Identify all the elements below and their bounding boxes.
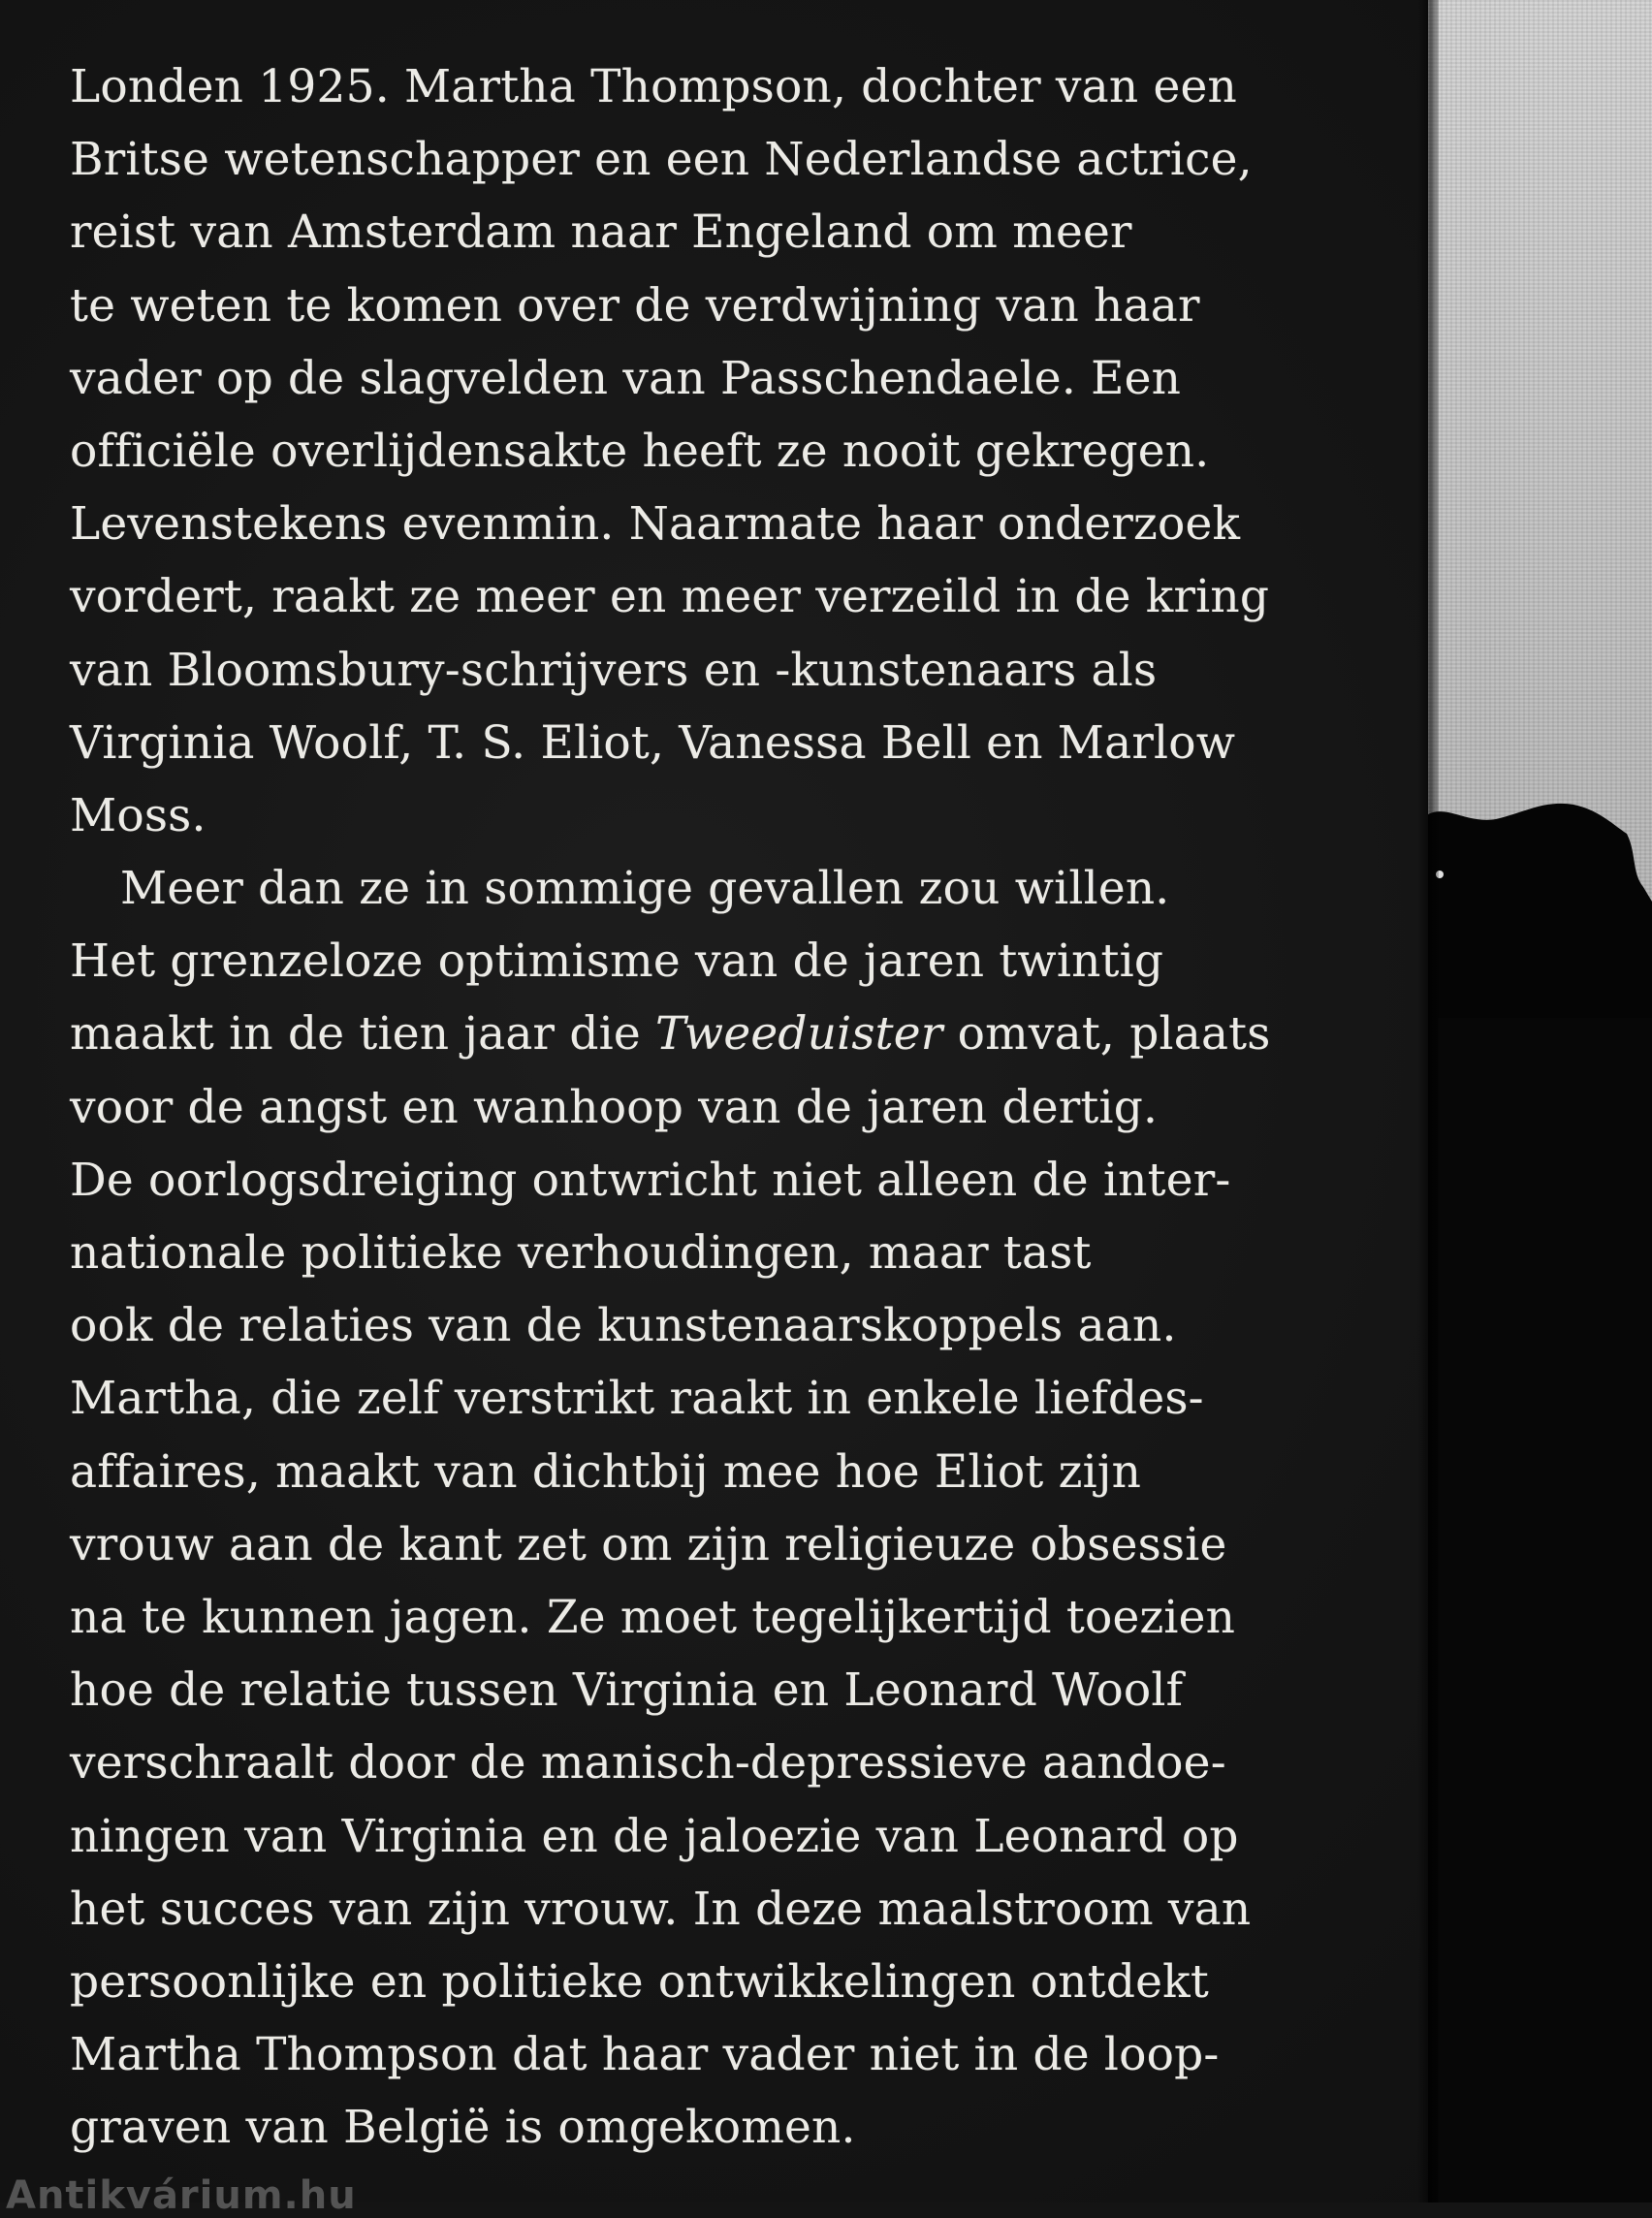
text-line: Martha Thompson dat haar vader niet in de loop-: [70, 2028, 1220, 2082]
text-line: te weten te komen over de verdwijning van haar: [70, 278, 1200, 333]
text-line: affaires, maakt van dichtbij mee hoe Eliot zijn: [70, 1444, 1142, 1499]
text-line-with-title: [70, 998, 1271, 1070]
text-line: vrouw aan de kant zet om zijn religieuze obsessie: [70, 1517, 1227, 1571]
text-line: officiële overlijdensakte heeft ze nooit gekregen.: [70, 424, 1210, 478]
text-line: na te kunnen jagen. Ze moet tegelijkertijd toezien: [70, 1590, 1236, 1644]
text-line: ook de relaties van de kunstenaarskoppels aan.: [70, 1299, 1177, 1353]
text-line: De oorlogsdreiging ontwricht niet alleen de inter-: [70, 1153, 1231, 1207]
text-line: reist van Amsterdam naar Engeland om meer: [70, 206, 1132, 260]
text-line: Britse wetenschapper en een Nederlandse actrice,: [70, 133, 1253, 187]
text-line: vader op de slagvelden van Passchendaele. Een: [70, 351, 1182, 405]
text-line: Virginia Woolf, T. S. Eliot, Vanessa Bell en Marlow: [70, 715, 1236, 770]
text-line: Levenstekens evenmin. Naarmate haar onderzoek: [70, 497, 1241, 552]
text-line: Londen 1925. Martha Thompson, dochter van een: [70, 60, 1238, 113]
text-line: graven van België is omgekomen.: [70, 2101, 856, 2155]
blurb-text: [70, 50, 1271, 2164]
text-line: verschraalt door de manisch-depressieve aandoe-: [70, 1736, 1226, 1790]
text-run: omvat, plaats: [942, 1007, 1271, 1061]
text-line: nationale politieke verhoudingen, maar tast: [70, 1226, 1092, 1280]
text-line: voor de angst en wanhoop van de jaren dertig.: [70, 1080, 1159, 1134]
text-line: het succes van zijn vrouw. In deze maalstroom van: [70, 1882, 1252, 1936]
text-line: Moss.: [70, 788, 206, 842]
text-line: ningen van Virginia en de jaloezie van Leonard op: [70, 1809, 1239, 1863]
book-title-italic: Tweeduister: [655, 1007, 943, 1061]
blurb-paragraph-1: [70, 50, 1270, 852]
text-line: Het grenzeloze optimisme van de jaren twintig: [70, 935, 1164, 989]
blurb-paragraph-2: [70, 852, 1271, 2164]
photo-silhouette: [1428, 0, 1652, 2202]
text-line: Meer dan ze in sommige gevallen zou willen.: [120, 862, 1170, 916]
text-line: persoonlijke en politieke ontwikkelingen ontdekt: [70, 1954, 1209, 2009]
text-line: Martha, die zelf verstrikt raakt in enkele liefdes-: [70, 1372, 1204, 1426]
text-line: vordert, raakt ze meer en meer verzeild in de kring: [70, 570, 1270, 624]
cover-edge-shadow: [1417, 0, 1439, 2202]
text-line: hoe de relatie tussen Virginia en Leonard Woolf: [70, 1664, 1184, 1718]
watermark: Antikvárium.hu: [6, 2173, 357, 2218]
text-line: van Bloomsbury-schrijvers en -kunstenaars als: [70, 643, 1158, 697]
text-run: maakt in de tien jaar die: [70, 1007, 656, 1061]
cover-photo-strip: [1428, 0, 1652, 2202]
